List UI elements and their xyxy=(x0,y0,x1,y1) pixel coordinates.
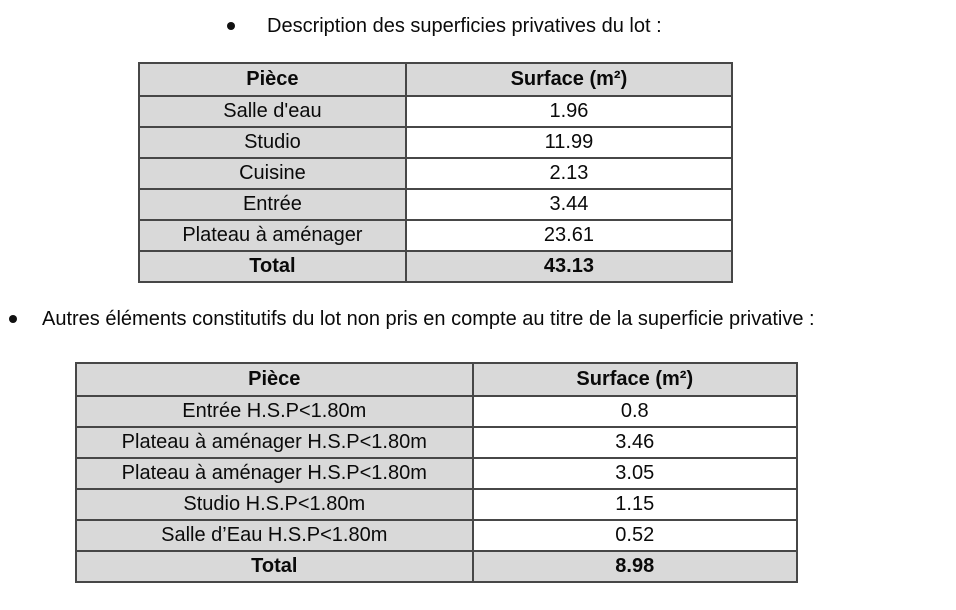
surface-cell: 1.15 xyxy=(473,489,797,520)
elements-non-pris-en-compte-table xyxy=(75,362,798,583)
surface-cell: 3.05 xyxy=(473,458,797,489)
piece-cell: Salle d'eau xyxy=(139,96,406,127)
total-label-cell: Total xyxy=(76,551,473,582)
surface-cell: 0.52 xyxy=(473,520,797,551)
table-row xyxy=(139,158,732,189)
header-surface: Surface (m²) xyxy=(473,363,797,396)
section-heading: Autres éléments constitutifs du lot non pris en compte au titre de la superficie privative : xyxy=(42,308,815,330)
table-row xyxy=(139,189,732,220)
bullet-item-superficies-privatives xyxy=(227,13,662,39)
bullet-icon xyxy=(9,315,17,323)
piece-cell: Plateau à aménager H.S.P<1.80m xyxy=(76,458,473,489)
total-value-cell: 43.13 xyxy=(406,251,732,282)
piece-cell: Studio xyxy=(139,127,406,158)
header-surface: Surface (m²) xyxy=(406,63,732,96)
total-row xyxy=(139,251,732,282)
table-row xyxy=(76,427,797,458)
piece-cell: Studio H.S.P<1.80m xyxy=(76,489,473,520)
piece-cell: Salle d’Eau H.S.P<1.80m xyxy=(76,520,473,551)
table-row xyxy=(76,489,797,520)
header-piece: Pièce xyxy=(139,63,406,96)
table-row xyxy=(139,127,732,158)
surface-cell: 11.99 xyxy=(406,127,732,158)
section-heading: Description des superficies privatives du lot : xyxy=(267,15,662,37)
surface-cell: 0.8 xyxy=(473,396,797,427)
total-label-cell: Total xyxy=(139,251,406,282)
piece-cell: Entrée xyxy=(139,189,406,220)
surface-cell: 3.44 xyxy=(406,189,732,220)
surface-cell: 1.96 xyxy=(406,96,732,127)
surface-cell: 23.61 xyxy=(406,220,732,251)
piece-cell: Entrée H.S.P<1.80m xyxy=(76,396,473,427)
table-header-row xyxy=(76,363,797,396)
piece-cell: Cuisine xyxy=(139,158,406,189)
piece-cell: Plateau à aménager H.S.P<1.80m xyxy=(76,427,473,458)
total-row xyxy=(76,551,797,582)
bullet-item-autres-elements xyxy=(9,306,815,332)
table-row xyxy=(139,220,732,251)
table-header-row xyxy=(139,63,732,96)
header-piece: Pièce xyxy=(76,363,473,396)
table-row xyxy=(76,458,797,489)
total-value-cell: 8.98 xyxy=(473,551,797,582)
table-row xyxy=(76,520,797,551)
table-row xyxy=(76,396,797,427)
piece-cell: Plateau à aménager xyxy=(139,220,406,251)
superficies-privatives-table xyxy=(138,62,733,283)
surface-cell: 2.13 xyxy=(406,158,732,189)
surface-cell: 3.46 xyxy=(473,427,797,458)
bullet-icon xyxy=(227,22,235,30)
table-row xyxy=(139,96,732,127)
